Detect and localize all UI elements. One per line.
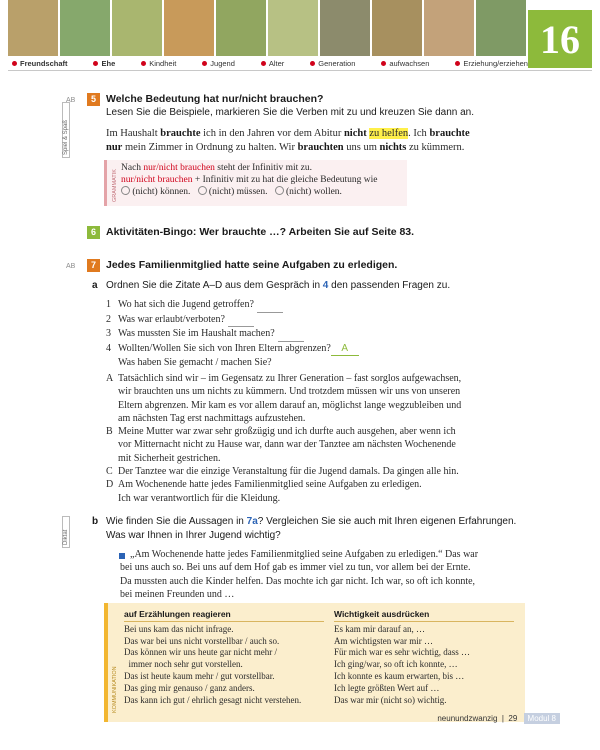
question-number: 3 — [106, 328, 111, 340]
question-text: Was war erlaubt/verboten? — [118, 313, 225, 325]
topic-label: Alter — [268, 58, 285, 68]
example-line-1: Im Haushalt brauchte ich in den Jahren vor dem Abitur nicht zu helfen. Ich brauchte — [106, 128, 470, 139]
phrase-item: Das ging mir genauso / ganz anders. — [124, 682, 255, 693]
phrase-item: Für mich war es sehr wichtig, dass … — [334, 647, 470, 658]
task-b-example — [120, 548, 530, 601]
header-photo-strip — [8, 0, 526, 56]
header-photo — [8, 0, 58, 56]
question-number: 4 — [106, 342, 111, 354]
example-line-2: nur mein Zimmer in Ordnung zu halten. Wir brauchten uns um nichts zu kümmern. — [106, 142, 465, 153]
quote-line — [106, 399, 526, 412]
topic-dot-icon — [12, 61, 17, 66]
example-answer-line: „Am Wochenende hatte jedes Familienmitglied seine Aufgaben zu erledigen.“ Das war — [130, 549, 479, 560]
answer-field[interactable] — [278, 327, 304, 342]
topic-dot-icon — [310, 61, 315, 66]
phrase-item: Es kam mir darauf an, … — [334, 623, 425, 634]
quote-text: Ich war verantwortlich für die Kleidung. — [118, 492, 281, 504]
topic-label: Erziehung/erziehen — [463, 58, 528, 68]
question-item — [106, 298, 359, 313]
ab-marker: AB — [66, 97, 76, 104]
side-label-spiel — [62, 102, 70, 158]
topic-label: Jugend — [210, 58, 235, 68]
example-answer-line: bei uns auch so. Bei uns auf dem Hof gab es immer viel zu tun, vor allem bei der Ernte. — [120, 562, 471, 574]
ab-marker-7: AB — [66, 263, 76, 270]
question-number: 2 — [106, 313, 111, 325]
phrase-item: Ich ging/war, so oft ich konnte, … — [334, 659, 458, 670]
bullet-square — [119, 553, 125, 559]
page-number: 29 — [508, 714, 518, 723]
topic-item — [310, 59, 355, 68]
option-muessen-label: (nicht) müssen. — [208, 187, 268, 197]
question-item — [106, 313, 359, 328]
quote-text: Eltern abgrenzen. Mir kam es vor allem darauf an, möglichst lange wegzubleiben und — [118, 399, 462, 411]
quote-key: B — [106, 426, 113, 438]
answer-field[interactable] — [228, 313, 254, 328]
header-photo — [60, 0, 110, 56]
quote-key: A — [106, 373, 114, 384]
question-list — [106, 298, 359, 370]
header-rule — [8, 70, 592, 71]
topic-item — [261, 59, 284, 68]
task-b-instruction-2: Was war Ihnen in Ihrer Jugend wichtig? — [106, 530, 281, 541]
phrase-item: Ich konnte es kaum erwarten, bis … — [334, 670, 465, 681]
page-word: neunundzwanzig — [437, 714, 498, 723]
topic-label: Generation — [318, 58, 356, 68]
phrase-item: Das war mir (nicht so) wichtig. — [334, 694, 447, 705]
radio-option-muessen[interactable] — [198, 186, 207, 195]
phrase-item: Bei uns kam das nicht infrage. — [124, 623, 234, 634]
topic-dot-icon — [455, 61, 460, 66]
quote-key: C — [106, 466, 113, 478]
quote-line — [106, 478, 526, 491]
task-b-letter: b — [92, 516, 99, 527]
quote-text: am nächsten Tag erst nachmittags aufzustehen. — [118, 412, 306, 424]
importance-column — [334, 609, 514, 706]
exercise-7-title: Jedes Familienmitglied hatte seine Aufgaben zu erledigen. — [106, 259, 398, 271]
quote-text: wir brauchten uns um nichts zu kümmern. Und trotzdem müssen wir uns von unseren — [118, 386, 461, 398]
topic-dot-icon — [93, 61, 98, 66]
side-label-text: Spiel & Spaß — [63, 119, 69, 155]
quote-text: mit Sicherheit gestrichen. — [118, 452, 221, 464]
grammar-label: GRAMMATIK — [112, 169, 118, 202]
header-photo — [424, 0, 474, 56]
question-item — [106, 327, 359, 342]
quote-line — [106, 438, 526, 451]
quote-text: Der Tanztee war die einzige Veranstaltung für die Jugend damals. Da gingen alle hin. — [118, 466, 459, 478]
phrase-item: Ich legte größten Wert auf … — [334, 682, 440, 693]
quote-list — [106, 372, 526, 505]
communication-label: KOMMUNIKATION — [112, 666, 118, 713]
exercise-5-instruction: Lesen Sie die Beispiele, markieren Sie die Verben mit zu und kreuzen Sie dann an. — [106, 107, 475, 118]
footer-separator: | — [501, 714, 504, 723]
header-photo — [372, 0, 422, 56]
side-label-diktat-text: Diktat — [63, 529, 69, 545]
topic-item — [93, 59, 115, 68]
topic-dot-icon — [141, 61, 146, 66]
quote-text: vor Mitternacht nicht zu Hause war, dann war der Tanztee am nächsten Wochenende — [118, 439, 456, 451]
communication-box — [104, 603, 525, 722]
phrase-item: immer noch sehr gut vorstellen. — [124, 659, 243, 670]
module-tag: Modul 8 — [524, 713, 560, 724]
example-answer-line: bei meinen Freunden und … — [120, 588, 235, 600]
exercise-number-7: 7 — [87, 259, 100, 272]
radio-option-koennen[interactable] — [121, 186, 130, 195]
question-text: Was mussten Sie im Haushalt machen? — [118, 328, 275, 340]
chapter-number-badge — [528, 10, 592, 68]
header-photo — [268, 0, 318, 56]
highlighted-infinitive: zu helfen — [369, 128, 409, 139]
radio-option-wollen[interactable] — [275, 186, 284, 195]
topic-item — [455, 59, 528, 68]
exercise-number-5: 5 — [87, 93, 100, 106]
quote-line — [106, 425, 526, 438]
quote-line — [106, 492, 526, 505]
phrase-item: Das war bei uns nicht vorstellbar / auch so. — [124, 635, 280, 646]
quote-line — [106, 385, 526, 398]
importance-column-title: Wichtigkeit ausdrücken — [334, 609, 514, 622]
side-label-diktat — [62, 516, 70, 548]
quote-key: D — [106, 479, 114, 491]
react-column — [124, 609, 324, 706]
topic-bar — [12, 57, 528, 69]
page-footer — [437, 714, 560, 723]
quote-text: Tatsächlich sind wir – im Gegensatz zu Ihrer Generation – fast sorglos aufgewachsen, — [118, 373, 462, 384]
chapter-number: 16 — [540, 16, 580, 62]
quote-line — [106, 412, 526, 425]
exercise-5-example — [106, 127, 526, 155]
grammar-box: GRAMMATIK Nach nur/nicht brauchen steht der Infinitiv mit zu. nur/nicht brauchen + Infinitiv mit zu hat die gleiche Bedeutung wie (nicht) können. (nicht) müssen. (nicht) wollen. — [104, 160, 407, 206]
topic-label: Freundschaft — [20, 58, 68, 68]
option-wollen-label: (nicht) wollen. — [286, 187, 342, 197]
option-koennen-label: (nicht) können. — [132, 187, 191, 197]
phrase-item: Am wichtigsten war mir … — [334, 635, 433, 646]
phrase-item: Das können wir uns heute gar nicht mehr / — [124, 647, 277, 658]
topic-label: Kindheit — [149, 58, 177, 68]
quote-line — [106, 465, 526, 478]
header-photo — [320, 0, 370, 56]
header-photo — [216, 0, 266, 56]
question-text: Wo hat sich die Jugend getroffen? — [118, 299, 254, 310]
header-photo — [476, 0, 526, 56]
quote-text: Am Wochenende hatte jedes Familienmitglied seine Aufgaben zu erledigen. — [118, 479, 422, 491]
answer-field[interactable] — [257, 298, 283, 313]
phrase-item: Das ist heute kaum mehr / gut vorstellbar. — [124, 670, 275, 681]
answer-field[interactable]: A — [331, 342, 359, 357]
question-number: 1 — [106, 299, 111, 310]
quote-text: Meine Mutter war zwar sehr großzügig und ich durfte auch ausgehen, aber wenn ich — [118, 426, 456, 438]
exercise-number-6: 6 — [87, 226, 100, 239]
topic-item — [202, 59, 235, 68]
question-text: Wollten/Wollen Sie sich von Ihren Eltern abgrenzen? — [118, 342, 331, 354]
header-photo — [112, 0, 162, 56]
quote-line — [106, 452, 526, 465]
topic-dot-icon — [202, 61, 207, 66]
phrase-item: Das kann ich gut / ehrlich gesagt nicht verstehen. — [124, 694, 302, 705]
exercise-5-title: Welche Bedeutung hat nur/nicht brauchen? — [106, 93, 324, 105]
topic-item — [381, 59, 429, 68]
topic-label: Ehe — [101, 58, 116, 68]
task-a-letter: a — [92, 280, 98, 291]
question-4-continuation: Was haben Sie gemacht / machen Sie? — [118, 357, 272, 369]
topic-item — [141, 59, 176, 68]
exercise-6-title: Aktivitäten-Bingo: Wer brauchte …? Arbeiten Sie auf Seite 83. — [106, 226, 415, 238]
react-column-title: auf Erzählungen reagieren — [124, 609, 324, 622]
header-photo — [164, 0, 214, 56]
quote-line — [106, 372, 526, 385]
topic-label: aufwachsen — [389, 58, 430, 68]
task-a-instruction: Ordnen Sie die Zitate A–D aus dem Gespräch in 4 den passenden Fragen zu. — [106, 280, 451, 291]
topic-item — [12, 59, 68, 68]
example-answer-line: Da mussten auch die Kinder helfen. Das mochte ich gar nicht. Ich war, so oft ich konnte, — [120, 575, 476, 587]
task-b-instruction: Wie finden Sie die Aussagen in 7a? Vergleichen Sie sie auch mit Ihren eigenen Erfahrungen. — [106, 516, 517, 527]
topic-dot-icon — [261, 61, 266, 66]
topic-dot-icon — [381, 61, 386, 66]
question-item — [106, 342, 359, 357]
